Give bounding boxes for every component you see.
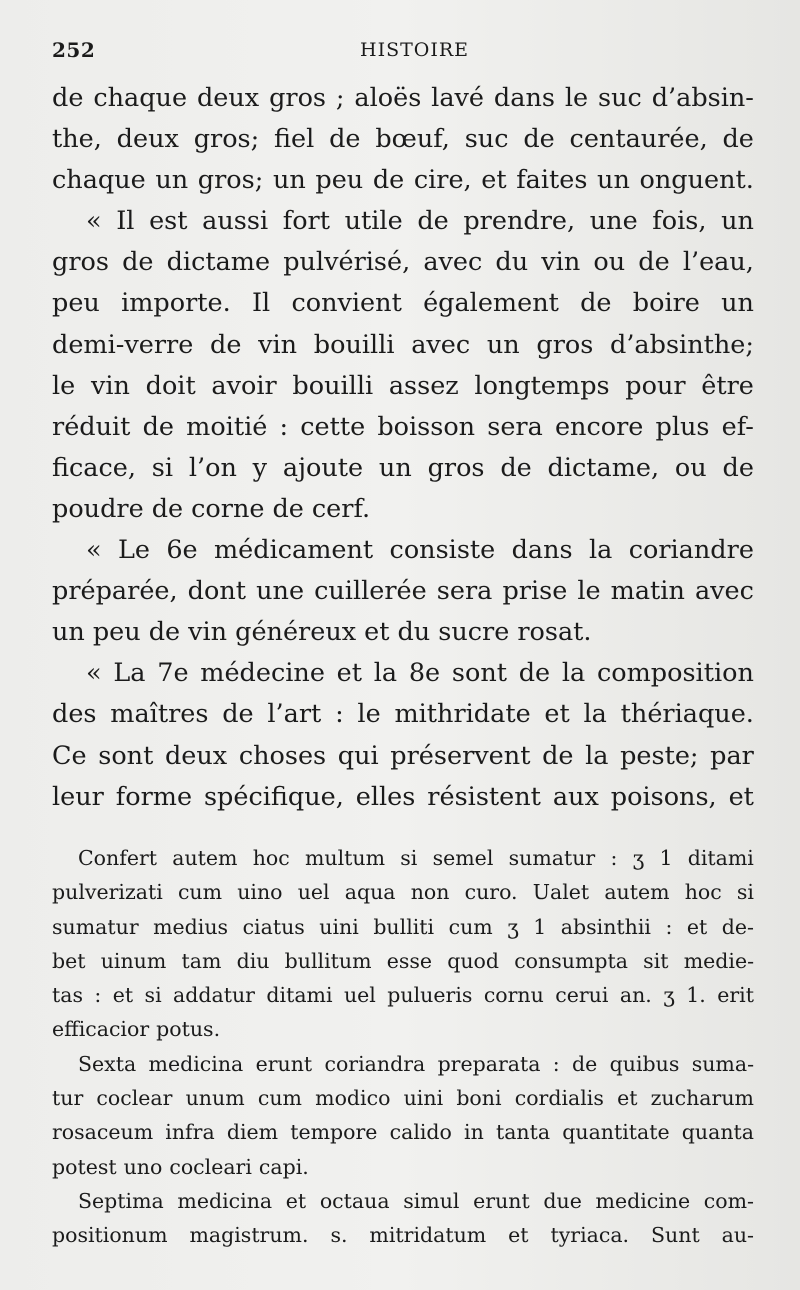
footnote-line: Septima medicina et octaua simul erunt due medicine com- [78,1188,754,1213]
text-line: demi-verre de vin bouilli avec un gros d’absinthe; [52,329,754,360]
text-line: de chaque deux gros ; aloës lavé dans le suc d’absin- [52,83,754,113]
page-number: 252 [52,38,96,62]
footnote-line: rosaceum infra diem tempore calido in tanta quantitate quanta [52,1120,754,1145]
text-line: gros de dictame pulvérisé, avec du vin ou de l’eau, [52,247,754,278]
text-line: chaque un gros; un peu de cire, et faites un onguent. [52,165,754,196]
footnote-line: bet uinum tam diu bullitum esse quod consumpta sit medie- [52,948,754,973]
main-text-block [52,78,754,818]
text-line: Ce sont deux choses qui préservent de la peste; par [52,740,754,771]
text-line: « Il est aussi fort utile de prendre, une fois, un [86,206,754,237]
running-title: HISTOIRE [360,39,470,61]
footnote-line: efficacior potus. [52,1017,221,1042]
latin-footnote-block [52,841,754,1253]
footnote-line: potest uno cocleari capi. [52,1154,309,1179]
footnote-line: pulverizati cum uino uel aqua non curo. Ualet autem hoc si [52,880,754,905]
text-line: le vin doit avoir bouilli assez longtemps pour être [52,370,754,401]
text-line: « Le 6e médicament consiste dans la coriandre [86,535,754,566]
text-line: préparée, dont une cuillerée sera prise le matin avec [52,576,754,607]
footnote-line: positionum magistrum. s. mitridatum et tyriaca. Sunt au- [52,1223,754,1248]
text-line: leur forme spécifique, elles résistent aux poisons, et [52,781,754,812]
text-line: poudre de corne de cerf. [52,493,371,524]
text-line: réduit de moitié : cette boisson sera encore plus ef- [52,411,754,442]
page-header [52,38,754,68]
text-line: un peu de vin généreux et du sucre rosat. [52,617,592,648]
footnote-line: tur coclear unum cum modico uini boni cordialis et zucharum [52,1086,754,1111]
footnote-line: sumatur medius ciatus uini bulliti cum ʒ 1 absinthii : et de- [52,914,754,939]
text-line: peu importe. Il convient également de boire un [52,288,754,319]
footnote-line: Sexta medicina erunt coriandra preparata : de quibus suma- [78,1051,754,1076]
text-line: ficace, si l’on y ajoute un gros de dictame, ou de [52,452,754,483]
text-line: des maîtres de l’art : le mithridate et la thériaque. [52,699,754,730]
footnote-line: tas : et si addatur ditami uel pulueris cornu cerui an. ʒ 1. erit [52,983,754,1008]
footnote-line: Confert autem hoc multum si semel sumatur : ʒ 1 ditami [78,846,754,870]
text-line: « La 7e médecine et la 8e sont de la composition [86,658,754,689]
text-line: the, deux gros; fiel de bœuf, suc de centaurée, de [52,124,754,155]
